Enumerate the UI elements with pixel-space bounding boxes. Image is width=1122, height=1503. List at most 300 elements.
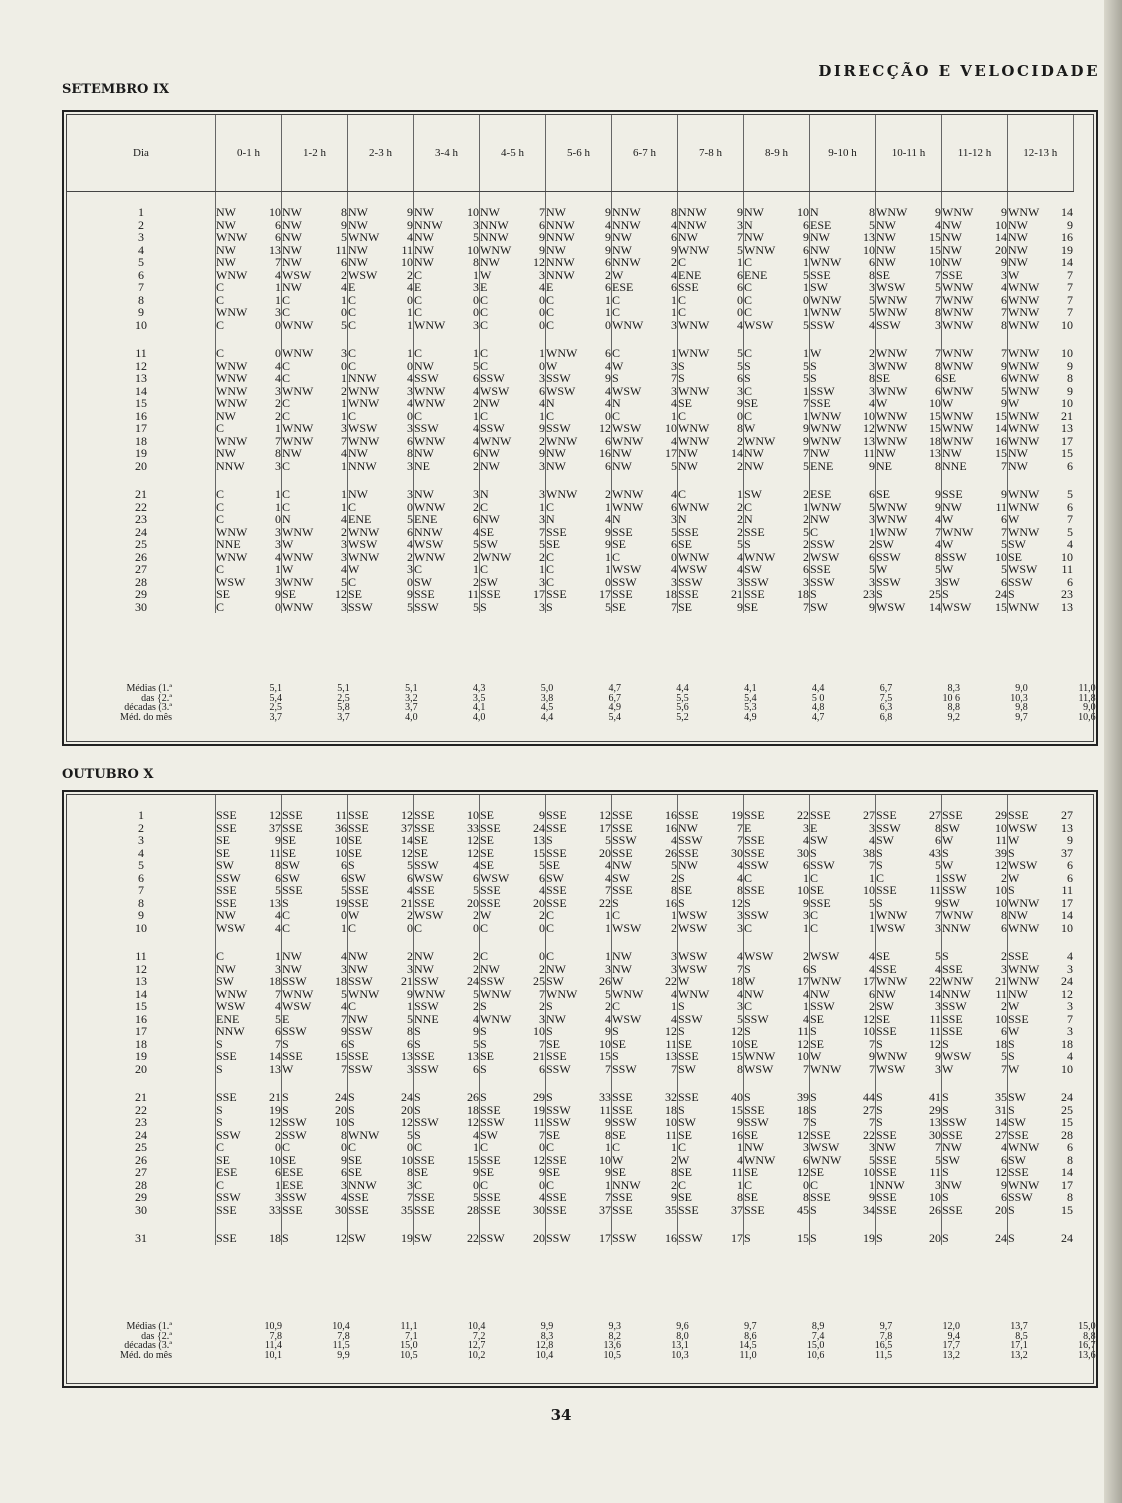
wind-direction: N — [546, 397, 591, 410]
wind-direction: C — [546, 319, 591, 332]
wind-direction: NW — [282, 231, 327, 244]
wind-direction: W — [876, 397, 921, 410]
wind-direction: WNW — [1008, 975, 1053, 988]
wind-speed: 12 — [467, 845, 479, 860]
means-value: 5,4 — [608, 711, 621, 723]
wind-direction: S — [480, 1038, 525, 1051]
wind-direction: SE — [810, 1013, 855, 1026]
wind-direction: WNW — [612, 488, 657, 501]
wind-direction: WNW — [810, 294, 855, 307]
wind-direction: SSE — [348, 1050, 393, 1063]
wind-speed: 8 — [407, 446, 413, 460]
wind-speed: 9 — [605, 371, 611, 385]
wind-speed: 18 — [797, 587, 809, 601]
wind-direction: W — [1008, 513, 1053, 526]
day-number: 9 — [138, 908, 144, 922]
wind-direction: C — [348, 347, 393, 360]
wind-speed: 6 — [1001, 371, 1007, 385]
wind-speed: 40 — [731, 1090, 743, 1104]
wind-speed: 0 — [275, 512, 281, 526]
wind-direction: C — [348, 922, 393, 935]
wind-direction: W — [348, 563, 393, 576]
wind-direction: WNW — [282, 988, 327, 1001]
wind-speed: 5 — [737, 242, 743, 257]
means-value: 6,3 — [879, 702, 893, 713]
means-value: 7,2 — [472, 1330, 486, 1342]
wind-direction: SSW — [546, 1063, 591, 1076]
wind-speed: 10 — [335, 833, 347, 847]
wind-speed: 3 — [869, 512, 875, 526]
wind-speed: 10 — [335, 1115, 347, 1129]
wind-direction: S — [480, 1000, 525, 1013]
wind-direction: SE — [612, 538, 657, 551]
wind-direction: C — [744, 306, 789, 319]
wind-speed: 1 — [473, 1140, 479, 1154]
wind-direction: SSE — [612, 795, 657, 822]
wind-speed: 4 — [737, 317, 743, 332]
wind-speed: 3 — [869, 383, 875, 398]
wind-speed: 12 — [731, 895, 743, 910]
gap-cell — [810, 1075, 855, 1091]
wind-direction: NW — [942, 256, 987, 269]
wind-direction: NW — [1008, 988, 1053, 1001]
day-number: 24 — [135, 1127, 147, 1142]
wind-direction: C — [414, 410, 459, 423]
gap-cell — [282, 934, 327, 950]
gap-cell — [326, 934, 348, 950]
means-value: 4,9 — [608, 702, 621, 713]
gap-cell — [414, 934, 459, 950]
wind-speed: 30 — [335, 1202, 347, 1217]
wind-direction: S — [216, 1063, 261, 1076]
wind-direction: SSE — [612, 884, 657, 897]
wind-direction: NW — [216, 909, 261, 922]
wind-direction: WNW — [744, 435, 789, 448]
means-value: 5,1 — [269, 683, 282, 694]
wind-direction: C — [414, 306, 459, 319]
gap-cell — [942, 1075, 987, 1091]
wind-direction: C — [876, 872, 921, 885]
wind-speed: 22 — [797, 808, 809, 822]
wind-speed: 10 — [533, 1024, 545, 1038]
wind-direction: WNW — [942, 410, 987, 423]
wind-speed: 8 — [737, 1061, 743, 1076]
wind-direction: C — [744, 1179, 789, 1192]
wind-speed: 7 — [935, 292, 941, 307]
wind-direction: S — [480, 1063, 525, 1076]
wind-speed: 1 — [803, 499, 809, 514]
wind-speed: 17 — [599, 820, 611, 835]
wind-speed: 15 — [1061, 1115, 1073, 1129]
wind-speed: 14 — [731, 446, 743, 460]
wind-speed: 5 — [935, 280, 941, 294]
gap-cell — [326, 1216, 348, 1232]
wind-direction: WNW — [348, 551, 393, 564]
wind-speed: 6 — [1001, 1190, 1007, 1204]
wind-direction: SSE — [942, 488, 987, 501]
wind-speed: 9 — [605, 242, 611, 257]
wind-direction: W — [348, 909, 393, 922]
wind-speed: 4 — [539, 1190, 545, 1204]
wind-direction: NW — [216, 244, 261, 257]
wind-direction: WNW — [1008, 385, 1053, 398]
wind-direction: C — [810, 922, 855, 935]
wind-speed: 10 — [995, 820, 1007, 835]
wind-direction: SSE — [216, 884, 261, 897]
wind-speed: 4 — [473, 421, 479, 435]
wind-speed: 6 — [605, 433, 611, 448]
wind-direction: WNW — [942, 526, 987, 539]
wind-speed: 4 — [869, 949, 875, 963]
wind-speed: 5 — [869, 217, 875, 232]
wind-speed: 3 — [671, 512, 677, 526]
wind-direction: SSW — [612, 1063, 657, 1076]
wind-speed: 4 — [605, 358, 611, 373]
wind-direction: C — [216, 319, 261, 332]
wind-direction: C — [282, 501, 327, 514]
wind-speed: 6 — [275, 230, 281, 244]
wind-direction: WNW — [678, 347, 723, 360]
wind-speed: 6 — [341, 1036, 347, 1051]
wind-speed: 4 — [539, 396, 545, 410]
wind-speed: 19 — [269, 1102, 281, 1117]
wind-speed: 5 — [605, 986, 611, 1001]
wind-direction: NW — [744, 192, 789, 219]
wind-speed: 3 — [539, 512, 545, 526]
wind-speed: 5 — [803, 317, 809, 332]
wind-direction: C — [744, 256, 789, 269]
wind-direction: SSE — [414, 588, 459, 601]
wind-speed: 5 — [473, 358, 479, 373]
gap-cell — [67, 934, 216, 950]
wind-direction: C — [348, 576, 393, 589]
wind-speed: 10 — [1061, 549, 1073, 564]
wind-speed: 4 — [737, 986, 743, 1001]
wind-speed: 4 — [605, 396, 611, 410]
wind-speed: 10 — [665, 1115, 677, 1129]
wind-speed: 3 — [935, 317, 941, 332]
table-row — [67, 319, 1073, 332]
wind-direction: SSW — [744, 859, 789, 872]
day-number: 20 — [135, 1061, 147, 1076]
wind-direction: SSW — [216, 1129, 261, 1142]
wind-direction: SSW — [480, 372, 525, 385]
wind-speed: 3 — [539, 574, 545, 589]
wind-direction: C — [348, 360, 393, 373]
wind-direction: ESE — [810, 219, 855, 232]
wind-speed: 3 — [275, 458, 281, 473]
wind-direction: SSE — [612, 1204, 657, 1217]
wind-direction: SSW — [348, 1025, 393, 1038]
wind-speed: 1 — [737, 1177, 743, 1192]
wind-direction: S — [810, 1104, 855, 1117]
wind-speed: 1 — [869, 920, 875, 935]
wind-direction: SSE — [678, 281, 723, 294]
means-value: 14,5 — [739, 1340, 757, 1351]
wind-direction: S — [942, 1091, 987, 1104]
wind-speed: 5 — [803, 358, 809, 373]
wind-speed: 3 — [275, 524, 281, 539]
wind-direction: SE — [546, 859, 591, 872]
gap-cell — [788, 1075, 810, 1091]
wind-speed: 4 — [407, 396, 413, 410]
wind-direction: SSE — [810, 269, 855, 282]
wind-direction: SE — [216, 588, 261, 601]
wind-speed: 10 — [929, 255, 941, 269]
wind-speed: 7 — [1001, 524, 1007, 539]
wind-speed: 5 — [737, 537, 743, 551]
wind-direction: WNW — [546, 488, 591, 501]
table-row — [67, 281, 1073, 294]
wind-direction: NW — [942, 231, 987, 244]
day-number: 17 — [135, 421, 147, 435]
wind-direction: C — [810, 909, 855, 922]
means-column — [764, 684, 824, 722]
wind-direction: SW — [876, 1000, 921, 1013]
means-value: 3,8 — [540, 692, 554, 704]
wind-direction: S — [480, 1091, 525, 1104]
gap-cell — [282, 472, 327, 488]
wind-speed: 10 — [599, 1152, 611, 1167]
table-row — [67, 513, 1073, 526]
page-number: 34 — [550, 1406, 572, 1424]
gap-cell — [986, 472, 1008, 488]
wind-speed: 11 — [731, 1165, 743, 1179]
wind-direction: SSE — [744, 847, 789, 860]
wind-speed: 7 — [341, 433, 347, 448]
wind-direction: WNW — [414, 435, 459, 448]
wind-speed: 35 — [995, 1090, 1007, 1104]
day-number: 4 — [138, 845, 144, 860]
wind-speed: 3 — [407, 458, 413, 473]
wind-direction: SE — [348, 1166, 393, 1179]
wind-direction: WNW — [810, 306, 855, 319]
wind-speed: 7 — [737, 230, 743, 244]
wind-speed: 2 — [671, 1152, 677, 1167]
wind-speed: 21 — [401, 974, 413, 988]
wind-direction: C — [282, 488, 327, 501]
wind-direction: NW — [810, 513, 855, 526]
wind-direction: SW — [414, 576, 459, 589]
wind-direction: SSE — [480, 1104, 525, 1117]
gap-cell — [744, 1216, 789, 1232]
wind-direction: WSW — [414, 538, 459, 551]
wind-direction: WNW — [876, 501, 921, 514]
gap-cell — [920, 1075, 942, 1091]
wind-direction: S — [876, 897, 921, 910]
wind-speed: 3 — [869, 1140, 875, 1154]
wind-direction: WNW — [282, 576, 327, 589]
wind-direction: SE — [744, 1191, 789, 1204]
wind-speed: 26 — [599, 974, 611, 988]
gap-cell — [392, 1075, 414, 1091]
wind-speed: 12 — [599, 421, 611, 435]
wind-direction: SSE — [414, 1154, 459, 1167]
wind-speed: 8 — [671, 883, 677, 897]
table-row — [67, 460, 1073, 473]
wind-direction: C — [216, 950, 261, 963]
decade-gap — [67, 934, 1073, 950]
wind-direction: NNW — [348, 460, 393, 473]
wind-direction: WNW — [744, 244, 789, 257]
wind-speed: 3 — [803, 1140, 809, 1154]
gap-cell — [216, 472, 261, 488]
gap-cell — [590, 1216, 612, 1232]
table-row — [67, 1116, 1073, 1129]
wind-speed: 1 — [869, 870, 875, 885]
wind-speed: 3 — [407, 1177, 413, 1192]
wind-direction: NW — [744, 447, 789, 460]
wind-speed: 1 — [473, 408, 479, 423]
wind-speed: 2 — [803, 487, 809, 501]
gap-cell — [326, 331, 348, 347]
wind-speed: 24 — [401, 1090, 413, 1104]
header-hour: 10-11 h — [876, 115, 942, 192]
wind-direction: SSW — [942, 1116, 987, 1129]
means-value: 8,8 — [1083, 1330, 1096, 1342]
wind-direction: SSE — [216, 795, 261, 822]
means-label-line: décadas (3.ª — [124, 1340, 172, 1351]
wind-direction: SSE — [216, 1091, 261, 1104]
wind-speed: 12 — [995, 1165, 1007, 1179]
wind-speed: 14 — [401, 833, 413, 847]
means-value: 10 6 — [942, 692, 960, 704]
means-value: 2,5 — [337, 692, 350, 704]
wind-speed: 15 — [731, 1102, 743, 1117]
wind-speed: 9 — [1001, 358, 1007, 373]
wind-direction: S — [744, 1232, 789, 1245]
means-label-line: Méd. do mês — [120, 1349, 172, 1361]
wind-speed: 6 — [803, 1152, 809, 1167]
wind-speed: 3 — [803, 574, 809, 589]
wind-direction: SE — [546, 1129, 591, 1142]
wind-direction: SSE — [744, 834, 789, 847]
september-grid — [67, 115, 1074, 613]
wind-direction: C — [480, 347, 525, 360]
wind-direction: SW — [942, 822, 987, 835]
wind-speed: 43 — [929, 845, 941, 860]
wind-direction: W — [876, 563, 921, 576]
wind-direction: WSW — [810, 950, 855, 963]
wind-speed: 15 — [1061, 446, 1073, 460]
wind-speed: 3 — [407, 383, 413, 398]
table-row — [67, 231, 1073, 244]
wind-direction: S — [942, 1191, 987, 1204]
wind-speed: 17 — [1061, 895, 1073, 910]
wind-speed: 0 — [539, 292, 545, 307]
wind-speed: 9 — [1001, 487, 1007, 501]
wind-speed: 6 — [473, 870, 479, 885]
wind-speed: 7 — [275, 1036, 281, 1051]
table-row — [67, 588, 1073, 601]
table-row — [67, 1166, 1073, 1179]
wind-direction: S — [1008, 1104, 1053, 1117]
wind-speed: 3 — [671, 358, 677, 373]
means-value: 10,9 — [264, 1321, 282, 1332]
gap-cell — [612, 1216, 657, 1232]
wind-direction: WNW — [216, 372, 261, 385]
wind-direction: SSW — [348, 1063, 393, 1076]
wind-direction: WSW — [348, 269, 393, 282]
wind-speed: 7 — [407, 1190, 413, 1204]
wind-speed: 6 — [803, 858, 809, 872]
wind-speed: 9 — [605, 1165, 611, 1179]
wind-direction: SW — [1008, 1116, 1053, 1129]
wind-direction: NW — [546, 1013, 591, 1026]
wind-speed: 8 — [737, 883, 743, 897]
wind-speed: 9 — [737, 205, 743, 219]
wind-direction: SE — [216, 834, 261, 847]
wind-direction: S — [810, 963, 855, 976]
gap-cell — [678, 331, 723, 347]
gap-cell — [546, 331, 591, 347]
means-column — [832, 684, 892, 722]
wind-direction: SSE — [480, 588, 525, 601]
wind-direction: S — [876, 1116, 921, 1129]
gap-cell — [1008, 472, 1053, 488]
wind-speed: 8 — [1067, 371, 1073, 385]
wind-speed: 10 — [665, 421, 677, 435]
wind-speed: 2 — [1001, 949, 1007, 963]
wind-direction: S — [678, 897, 723, 910]
wind-speed: 10 — [863, 1165, 875, 1179]
wind-direction: NW — [744, 988, 789, 1001]
wind-speed: 7 — [1067, 267, 1073, 282]
wind-speed: 19 — [1061, 242, 1073, 257]
wind-direction: W — [1008, 834, 1053, 847]
day-number: 10 — [135, 920, 147, 935]
wind-speed: 5 — [935, 1152, 941, 1167]
gap-cell — [1052, 1216, 1073, 1232]
wind-speed: 7 — [803, 599, 809, 614]
day-number: 5 — [138, 858, 144, 872]
means-column — [493, 684, 553, 722]
means-value: 10,3 — [671, 1349, 689, 1361]
wind-speed: 4 — [671, 833, 677, 847]
wind-direction: SE — [810, 884, 855, 897]
wind-speed: 2 — [473, 396, 479, 410]
page-header-title: DIRECÇÃO E VELOCIDADE — [818, 62, 1100, 80]
gap-cell — [414, 1075, 459, 1091]
gap-cell — [260, 472, 282, 488]
wind-direction: WNW — [282, 347, 327, 360]
wind-direction: WSW — [480, 872, 525, 885]
wind-speed: 11 — [665, 1036, 677, 1051]
wind-direction: SE — [480, 1166, 525, 1179]
wind-direction: NW — [282, 950, 327, 963]
wind-speed: 1 — [605, 1140, 611, 1154]
wind-direction: S — [810, 360, 855, 373]
wind-speed: 30 — [533, 1202, 545, 1217]
wind-speed: 2 — [1001, 999, 1007, 1013]
wind-speed: 0 — [539, 1140, 545, 1154]
wind-speed: 8 — [803, 1190, 809, 1204]
wind-speed: 1 — [539, 562, 545, 576]
wind-speed: 1 — [275, 487, 281, 501]
wind-direction: WNW — [1008, 422, 1053, 435]
wind-speed: 10 — [863, 242, 875, 257]
wind-direction: SE — [678, 1166, 723, 1179]
wind-direction: NW — [876, 988, 921, 1001]
day-number: 24 — [135, 524, 147, 539]
wind-direction: SW — [612, 872, 657, 885]
wind-speed: 9 — [803, 230, 809, 244]
wind-direction: C — [546, 563, 591, 576]
wind-speed: 1 — [341, 292, 347, 307]
wind-direction: E — [348, 281, 393, 294]
wind-direction: WNW — [480, 551, 525, 564]
gap-cell — [414, 1216, 459, 1232]
